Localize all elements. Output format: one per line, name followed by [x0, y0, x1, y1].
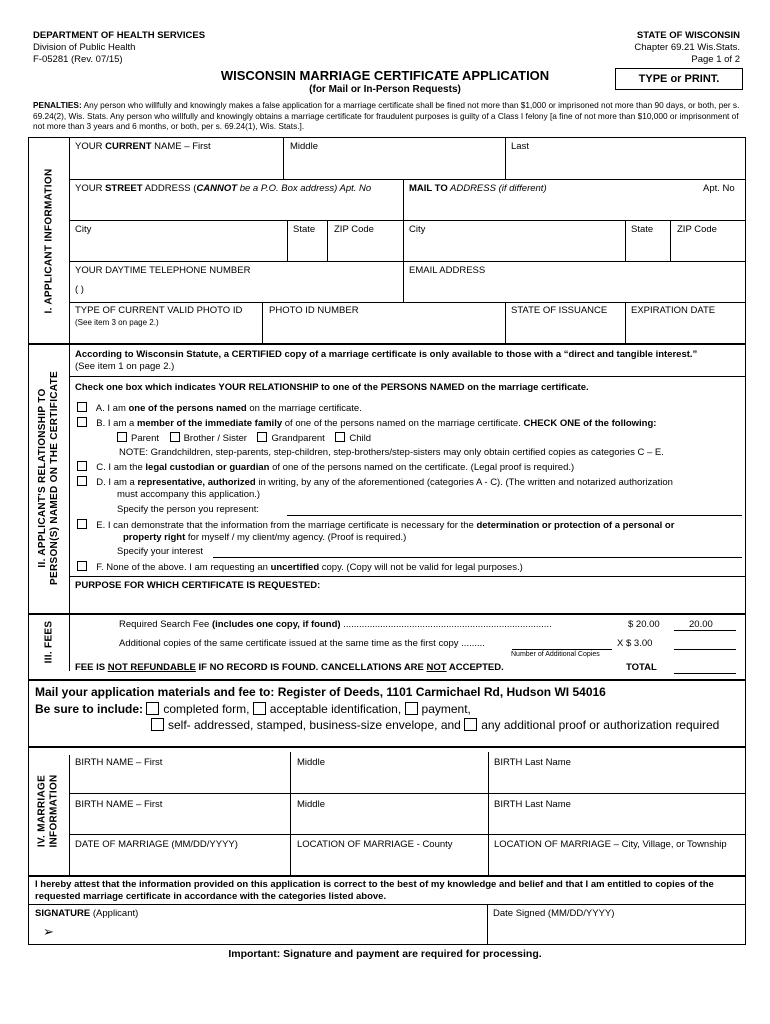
- option-f-checkbox[interactable]: [77, 561, 87, 571]
- option-e-line2: property right for myself / my client/my agency. (Proof is required.): [123, 532, 407, 543]
- search-fee-amount: $ 20.00: [628, 619, 660, 630]
- option-b-checkbox[interactable]: [77, 417, 87, 427]
- signature-arrow-icon: ➢: [43, 924, 54, 939]
- represent-person-field[interactable]: [287, 515, 742, 516]
- important-footer: Important: Signature and payment are required for processing.: [228, 948, 542, 960]
- birth-middle-name-label-1: Middle: [297, 757, 325, 768]
- be-sure-to-include: Be sure to include: completed form, acceptable identification, payment,: [35, 702, 471, 716]
- mail-apt-label: Apt. No: [703, 183, 735, 194]
- completed-form-checkbox[interactable]: [146, 702, 159, 715]
- page-subtitle: (for Mail or In-Person Requests): [309, 84, 461, 95]
- option-d[interactable]: D. I am a representative, authorized in writing, by any of the aforementioned (categories A - C). (The written and notarized authorization: [77, 476, 673, 488]
- city-label: City: [75, 224, 92, 235]
- current-first-name-label: YOUR CURRENT NAME – First: [75, 141, 211, 152]
- state-name: STATE OF WISCONSIN: [636, 30, 740, 41]
- location-county-label: LOCATION OF MARRIAGE - County: [297, 839, 453, 850]
- section-relationship-heading: II. APPLICANT'S RELATIONSHIP TO PERSON(S) NAMED ON THE CERTIFICATE: [37, 371, 60, 585]
- phone-label: YOUR DAYTIME TELEPHONE NUMBER: [75, 265, 251, 276]
- mail-state-label: State: [631, 224, 654, 235]
- date-signed-label: Date Signed (MM/DD/YYYY): [493, 908, 615, 919]
- photo-id-note: (See item 3 on page 2.): [75, 318, 159, 327]
- statute-note: (See item 1 on page 2.): [75, 361, 175, 372]
- grandparent-checkbox[interactable]: [257, 432, 267, 442]
- option-f[interactable]: F. None of the above. I am requesting an uncertified copy. (Copy will not be valid for legal purposes.): [77, 561, 523, 573]
- option-d-checkbox[interactable]: [77, 476, 87, 486]
- additional-copy-fee: X $ 3.00: [617, 638, 653, 649]
- location-city-label: LOCATION OF MARRIAGE – City, Village, or Township: [494, 839, 727, 850]
- page-number: Page 1 of 2: [691, 54, 740, 65]
- birth-middle-name-label-2: Middle: [297, 799, 325, 810]
- section-marriage-info-heading: IV. MARRIAGE INFORMATION: [37, 773, 61, 848]
- birth-last-name-label-1: BIRTH Last Name: [494, 757, 571, 768]
- mail-city-label: City: [409, 224, 426, 235]
- state-label: State: [293, 224, 316, 235]
- additional-copies-label: Additional copies of the same certificate issued at the same time as the first copy .........: [119, 638, 485, 649]
- current-middle-name-label: Middle: [290, 141, 318, 152]
- form-number: F-05281 (Rev. 07/15): [33, 54, 123, 65]
- payment-checkbox[interactable]: [405, 702, 418, 715]
- current-last-name-label: Last: [511, 141, 529, 152]
- penalties-notice: [33, 100, 743, 132]
- division-name: Division of Public Health: [33, 42, 136, 53]
- parent-checkbox[interactable]: [117, 432, 127, 442]
- mail-zip-label: ZIP Code: [677, 224, 717, 235]
- refund-policy: FEE IS NOT REFUNDABLE IF NO RECORD IS FOUND. CANCELLATIONS ARE NOT ACCEPTED.: [75, 662, 504, 673]
- mail-instructions: Mail your application materials and fee to: Register of Deeds, 1101 Carmichael Rd, Hudson WI 54016: [35, 685, 606, 699]
- section-applicant-info-heading: I. APPLICANT INFORMATION: [43, 168, 54, 313]
- sase-checkbox[interactable]: [151, 718, 164, 731]
- option-e[interactable]: E. I can demonstrate that the information from the marriage certificate is necessary for the determination or protection of a personal or: [77, 519, 674, 531]
- attestation-text: I hereby attest that the information provided on this application is correct to the best of my knowledge and belief and that I am entitled to copies of the requested marriage certificate in accordance with the categories listed above.: [35, 879, 714, 902]
- zip-label: ZIP Code: [334, 224, 374, 235]
- date-of-marriage-label: DATE OF MARRIAGE (MM/DD/YYYY): [75, 839, 238, 850]
- brother-sister-label: Brother / Sister: [183, 433, 247, 444]
- type-or-print-box: TYPE or PRINT.: [615, 68, 743, 90]
- child-checkbox[interactable]: [335, 432, 345, 442]
- option-d-line2: must accompany this application.): [117, 489, 261, 500]
- phone-parens: ( ): [75, 284, 84, 295]
- represent-person-label: Specify the person you represent:: [117, 504, 260, 515]
- purpose-label: PURPOSE FOR WHICH CERTIFICATE IS REQUESTED:: [75, 580, 321, 591]
- photo-id-type-label: TYPE OF CURRENT VALID PHOTO ID: [75, 305, 243, 316]
- statute-text: According to Wisconsin Statute, a CERTIFIED copy of a marriage certificate is only available to those with a “direct and tangible interest.”: [75, 349, 698, 360]
- brother-sister-checkbox[interactable]: [170, 432, 180, 442]
- additional-proof-checkbox[interactable]: [464, 718, 477, 731]
- total-label: TOTAL: [626, 662, 657, 673]
- penalties-text: Any person who willfully and knowingly makes a false application for a marriage certificate shall be fined not more than $1,000 or imprisoned not more than 90 days, or both, per s. 69.24(2), Wis. Stats. Any person who willfully and knowingly obtains a marriage certificate for fraudulent purposes is guilty of a Class I felony [a fine of not more than $10,000 or imprisonment of not more than 3 years and 6 months, or both, per s. 69.24(1), Wis. Stats.].: [33, 100, 740, 131]
- statute-chapter: Chapter 69.21 Wis.Stats.: [634, 42, 740, 53]
- additional-copies-field[interactable]: [512, 649, 612, 650]
- family-note: NOTE: Grandchildren, step-parents, step-children, step-brothers/step-sisters may only obtain certified copies as categories C – E.: [119, 447, 664, 458]
- application-form: [28, 137, 746, 945]
- acceptable-id-checkbox[interactable]: [253, 702, 266, 715]
- header-right: [634, 30, 740, 66]
- birth-first-name-label-1: BIRTH NAME – First: [75, 757, 163, 768]
- street-address-label: YOUR STREET ADDRESS (CANNOT be a P.O. Box address) Apt. No: [75, 183, 372, 194]
- search-fee-label: Required Search Fee (includes one copy, if found) ...............................................................................: [119, 619, 552, 630]
- additional-copies-total-field[interactable]: [674, 649, 736, 650]
- penalties-label: PENALTIES:: [33, 100, 82, 110]
- grandparent-label: Grandparent: [271, 433, 325, 444]
- option-a-checkbox[interactable]: [77, 402, 87, 412]
- department-name: DEPARTMENT OF HEALTH SERVICES: [33, 30, 206, 41]
- total-field[interactable]: [674, 673, 736, 674]
- section-fees-heading: III. FEES: [43, 620, 54, 664]
- birth-first-name-label-2: BIRTH NAME – First: [75, 799, 163, 810]
- page-title: WISCONSIN MARRIAGE CERTIFICATE APPLICATION: [220, 68, 550, 83]
- family-options: [117, 432, 371, 444]
- search-fee-value: 20.00: [689, 619, 713, 630]
- option-b[interactable]: B. I am a member of the immediate family of one of the persons named on the marriage certificate. CHECK ONE of the following:: [77, 417, 656, 429]
- check-one-instruction: Check one box which indicates YOUR RELATIONSHIP to one of the PERSONS NAMED on the marriage certificate.: [75, 382, 589, 393]
- interest-field[interactable]: [213, 557, 742, 558]
- option-a[interactable]: A. I am one of the persons named on the marriage certificate.: [77, 402, 362, 414]
- header-left: [33, 30, 205, 66]
- signature-label: SIGNATURE (Applicant): [35, 908, 139, 919]
- parent-label: Parent: [131, 433, 159, 444]
- interest-label: Specify your interest: [117, 546, 204, 557]
- photo-id-number-label: PHOTO ID NUMBER: [269, 305, 359, 316]
- child-label: Child: [349, 433, 372, 444]
- state-of-issuance-label: STATE OF ISSUANCE: [511, 305, 608, 316]
- include-line2: self- addressed, stamped, business-size envelope, and any additional proof or authorization required: [151, 718, 719, 732]
- option-e-checkbox[interactable]: [77, 519, 87, 529]
- option-c[interactable]: C. I am the legal custodian or guardian of one of the persons named on the certificate. (Legal proof is required.): [77, 461, 574, 473]
- mail-to-address-label: MAIL TO ADDRESS (if different): [409, 183, 547, 194]
- birth-last-name-label-2: BIRTH Last Name: [494, 799, 571, 810]
- expiration-date-label: EXPIRATION DATE: [631, 305, 716, 316]
- email-label: EMAIL ADDRESS: [409, 265, 486, 276]
- option-c-checkbox[interactable]: [77, 461, 87, 471]
- number-of-copies-caption: Number of Additional Copies: [511, 651, 600, 658]
